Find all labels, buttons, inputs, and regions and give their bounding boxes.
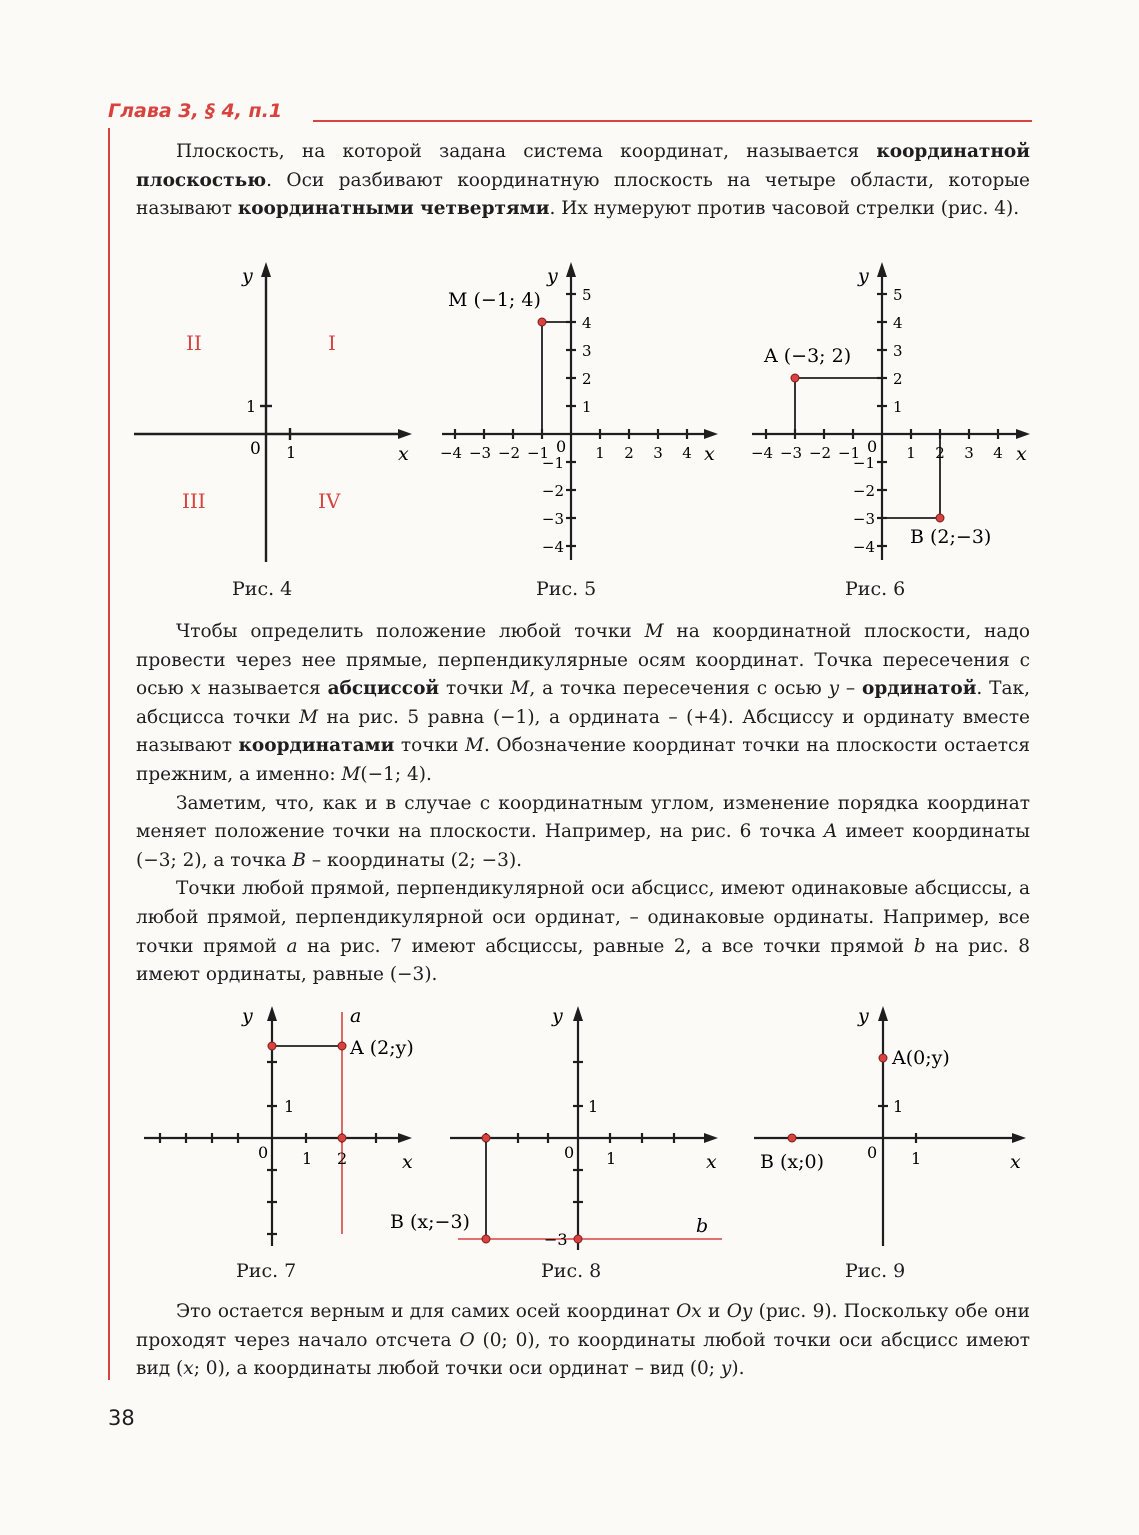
text-run: Чтобы определить положение любой точки	[176, 621, 645, 642]
text-run: . Так, абсцисса точки	[136, 678, 1030, 728]
page-number: 38	[108, 1406, 135, 1430]
math-variable: x	[190, 678, 201, 700]
fig5-x-tick: −4	[439, 444, 463, 462]
fig4-quadrant-2: II	[186, 331, 202, 355]
term-bold: координатными четвертями	[237, 198, 550, 220]
fig8-caption: Рис. 8	[541, 1260, 602, 1282]
chapter-title: Глава 3, § 4, п.1	[108, 100, 283, 122]
fig5-x-tick: 1	[595, 444, 605, 462]
header-rule	[313, 120, 1032, 122]
math-variable: y	[828, 678, 840, 700]
fig6-x-tick: −4	[750, 444, 774, 462]
fig7-axis-y: y	[242, 1005, 253, 1027]
text-block-1	[136, 138, 1030, 224]
fig6-y-tick: −2	[852, 482, 875, 500]
fig9-axis-x: x	[1010, 1151, 1021, 1173]
fig8-origin: 0	[564, 1143, 575, 1162]
text-run: . Оси разбивают координатную плоскость на четыре области, которые называют	[136, 169, 1030, 220]
fig6-y-tick: −1	[852, 454, 875, 472]
fig6-axis-x: x	[1016, 443, 1027, 465]
text-run: точки	[394, 735, 465, 757]
fig8-line-label: b	[696, 1215, 709, 1237]
fig4-caption: Рис. 4	[232, 578, 293, 600]
fig5-caption: Рис. 5	[536, 578, 597, 600]
fig9-tick-x: 1	[911, 1149, 922, 1168]
math-variable: Ox	[676, 1301, 702, 1322]
fig4-quadrant-4: IV	[318, 489, 341, 513]
text-run: (−1; 4).	[360, 763, 432, 785]
fig5-x-tick: −1	[526, 444, 550, 462]
text-run: Это остается верным и для самих осей координат	[176, 1301, 677, 1322]
figure-9	[750, 1002, 1040, 1254]
text-run: ).	[731, 1358, 745, 1380]
fig5-y-tick: −2	[541, 482, 564, 500]
fig9-tick-y: 1	[893, 1097, 904, 1116]
fig8-axis-y: y	[552, 1005, 563, 1027]
fig5-x-tick: −3	[468, 444, 492, 462]
fig9-origin: 0	[867, 1143, 878, 1162]
fig6-x-tick: −2	[808, 444, 832, 462]
fig6-y-tick: −3	[852, 510, 875, 528]
margin-rule	[108, 128, 110, 1380]
paragraph-1	[136, 138, 1030, 224]
fig6-x-tick: 3	[964, 444, 974, 462]
paragraph-3	[136, 790, 1030, 876]
fig5-y-tick: −4	[541, 538, 564, 556]
fig6-point-b	[936, 514, 944, 522]
fig6-point-a	[791, 374, 799, 382]
fig6-y-tick: 3	[893, 342, 903, 360]
fig7-origin: 0	[258, 1143, 269, 1162]
fig9-caption: Рис. 9	[845, 1260, 906, 1282]
fig6-x-tick: 2	[935, 444, 945, 462]
fig6-y-tick: 5	[893, 286, 903, 304]
fig6-x-tick: −1	[837, 444, 861, 462]
paragraph-4	[136, 875, 1030, 989]
text-run: –	[839, 678, 863, 700]
text-run: . Их нумеруют против часовой стрелки (рис. 4).	[549, 198, 1020, 220]
fig7-point-y	[268, 1042, 276, 1050]
figure-5	[436, 258, 726, 568]
text-run: на рис. 5 равна (−1), а ордината – (+4). Абсциссу и ординату вместе называют	[136, 706, 1030, 757]
fig9-point-a-label: A(0;y)	[892, 1047, 950, 1069]
fig5-y-tick: 4	[582, 314, 592, 332]
fig5-point-m	[538, 318, 546, 326]
math-variable: y	[720, 1358, 732, 1380]
fig9-point-b	[788, 1134, 796, 1142]
fig9-point-a	[879, 1054, 887, 1062]
math-variable: b	[913, 935, 926, 957]
fig7-tick-y: 1	[284, 1097, 295, 1116]
fig7-point-label: A (2;y)	[350, 1037, 414, 1059]
text-run: и	[701, 1301, 727, 1322]
fig5-y-tick: 2	[582, 370, 592, 388]
figure-6	[746, 258, 1038, 568]
math-variable: M	[465, 735, 484, 757]
term-bold: координатами	[238, 735, 395, 757]
fig6-x-tick: 4	[993, 444, 1003, 462]
text-run: имеет координаты (−3; 2), а точка	[136, 821, 1030, 871]
fig8-point-b	[482, 1235, 490, 1243]
fig6-point-a-label: A (−3; 2)	[764, 345, 852, 367]
fig5-x-tick: 3	[653, 444, 663, 462]
text-run: на координатной плоскости, надо провести через нее прямые, перпендикулярные осям координат. Точка пересечения с осью	[136, 621, 1030, 700]
fig7-point-a	[338, 1042, 346, 1050]
term-bold: координатной плоскостью	[136, 141, 1030, 191]
fig5-point-label: M (−1; 4)	[448, 289, 541, 311]
fig6-caption: Рис. 6	[845, 578, 906, 600]
fig5-axis-x: x	[704, 443, 715, 465]
fig8-point-x	[482, 1134, 490, 1142]
fig6-x-tick: 1	[906, 444, 916, 462]
paragraph-5	[136, 1298, 1030, 1384]
term-bold: ординатой	[862, 678, 977, 700]
text-run: Плоскость, на которой задана система координат, называется	[176, 141, 877, 162]
fig6-y-tick: 1	[893, 398, 903, 416]
fig6-y-tick: −4	[852, 538, 875, 556]
math-variable: M	[510, 678, 530, 700]
text-block-3	[136, 1298, 1030, 1384]
figure-8	[384, 1002, 730, 1254]
fig6-axis-y: y	[858, 265, 869, 287]
fig5-y-tick: −3	[541, 510, 564, 528]
figure-4	[132, 258, 416, 568]
text-run: на рис. 8 имеют ординаты, равные (−3).	[136, 935, 1031, 986]
fig7-line-label: a	[350, 1005, 362, 1027]
fig7-axis-x: x	[402, 1151, 413, 1173]
text-run: (рис. 9). Поскольку обе они проходят через начало отсчета	[136, 1301, 1031, 1351]
text-block-2	[136, 618, 1030, 990]
paragraph-2	[136, 618, 1030, 790]
fig4-quadrant-3: III	[182, 489, 206, 513]
text-run: на рис. 7 имеют абсциссы, равные 2, а все точки прямой	[297, 935, 914, 957]
fig5-y-tick: 5	[582, 286, 592, 304]
fig4-axis-y: y	[242, 265, 253, 287]
text-run: . Обозначение координат точки на плоскости остается прежним, а именно:	[136, 735, 1031, 785]
math-variable: A	[823, 821, 838, 843]
fig4-axis-x: x	[398, 443, 409, 465]
fig5-x-tick: 2	[624, 444, 634, 462]
text-run: Заметим, что, как и в случае с координатным углом, изменение порядка координат меняет положение точки на плоскости. Например, на рис. 6 точка	[136, 792, 1030, 843]
fig7-tick-x1: 1	[302, 1149, 313, 1168]
figure-7	[140, 1002, 424, 1254]
fig9-point-b-label: B (x;0)	[760, 1151, 825, 1173]
fig8-axis-x: x	[706, 1151, 717, 1173]
fig6-point-b-label: B (2;−3)	[910, 526, 992, 548]
fig9-axis-y: y	[858, 1005, 869, 1027]
fig8-tick-x: 1	[606, 1149, 617, 1168]
text-run: , а точка пересечения с осью	[529, 678, 829, 700]
fig7-point-x	[338, 1134, 346, 1142]
fig6-x-tick: −3	[779, 444, 803, 462]
fig6-y-tick: 4	[893, 314, 903, 332]
fig6-y-tick: 2	[893, 370, 903, 388]
fig5-origin: 0	[556, 437, 567, 456]
text-run: – координаты (2; −3).	[305, 849, 523, 871]
fig4-tick-x: 1	[286, 443, 297, 462]
text-run: (0; 0), то координаты любой точки оси абсцисс имеют вид (	[136, 1329, 1030, 1380]
fig5-y-tick: 3	[582, 342, 592, 360]
math-variable: a	[286, 935, 298, 957]
text-run: называется	[200, 678, 328, 700]
fig5-x-tick: 4	[682, 444, 692, 462]
chapter-header	[108, 100, 1032, 130]
fig5-y-tick: 1	[582, 398, 592, 416]
fig5-axis-y: y	[547, 265, 558, 287]
text-run: точки	[439, 678, 511, 700]
fig8-tick-y-neg: −3	[544, 1230, 568, 1249]
fig8-point-label: B (x;−3)	[390, 1211, 470, 1233]
math-variable: O	[459, 1329, 475, 1351]
fig4-origin: 0	[250, 439, 261, 459]
fig8-tick-y: 1	[588, 1097, 599, 1116]
math-variable: B	[292, 849, 306, 871]
text-run: ; 0), а координаты любой точки оси ординат – вид (0;	[193, 1358, 721, 1380]
fig4-quadrant-1: I	[328, 331, 336, 355]
fig7-tick-x2: 2	[337, 1149, 348, 1168]
math-variable: x	[183, 1358, 194, 1380]
fig7-caption: Рис. 7	[236, 1260, 297, 1282]
math-variable: M	[341, 763, 361, 785]
text-run: Точки любой прямой, перпендикулярной оси абсцисс, имеют одинаковые абсциссы, а любой прямой, перпендикулярной оси ординат, – одинаковые ординаты. Например, все точки прямой	[136, 878, 1030, 957]
fig6-origin: 0	[867, 437, 878, 456]
math-variable: M	[644, 621, 664, 642]
math-variable: M	[299, 706, 319, 728]
fig5-x-tick: −2	[497, 444, 521, 462]
term-bold: абсциссой	[327, 678, 440, 700]
math-variable: Oy	[726, 1301, 753, 1322]
fig8-point-y	[574, 1235, 582, 1243]
fig4-tick-y: 1	[246, 397, 257, 416]
fig5-y-tick: −1	[541, 454, 564, 472]
